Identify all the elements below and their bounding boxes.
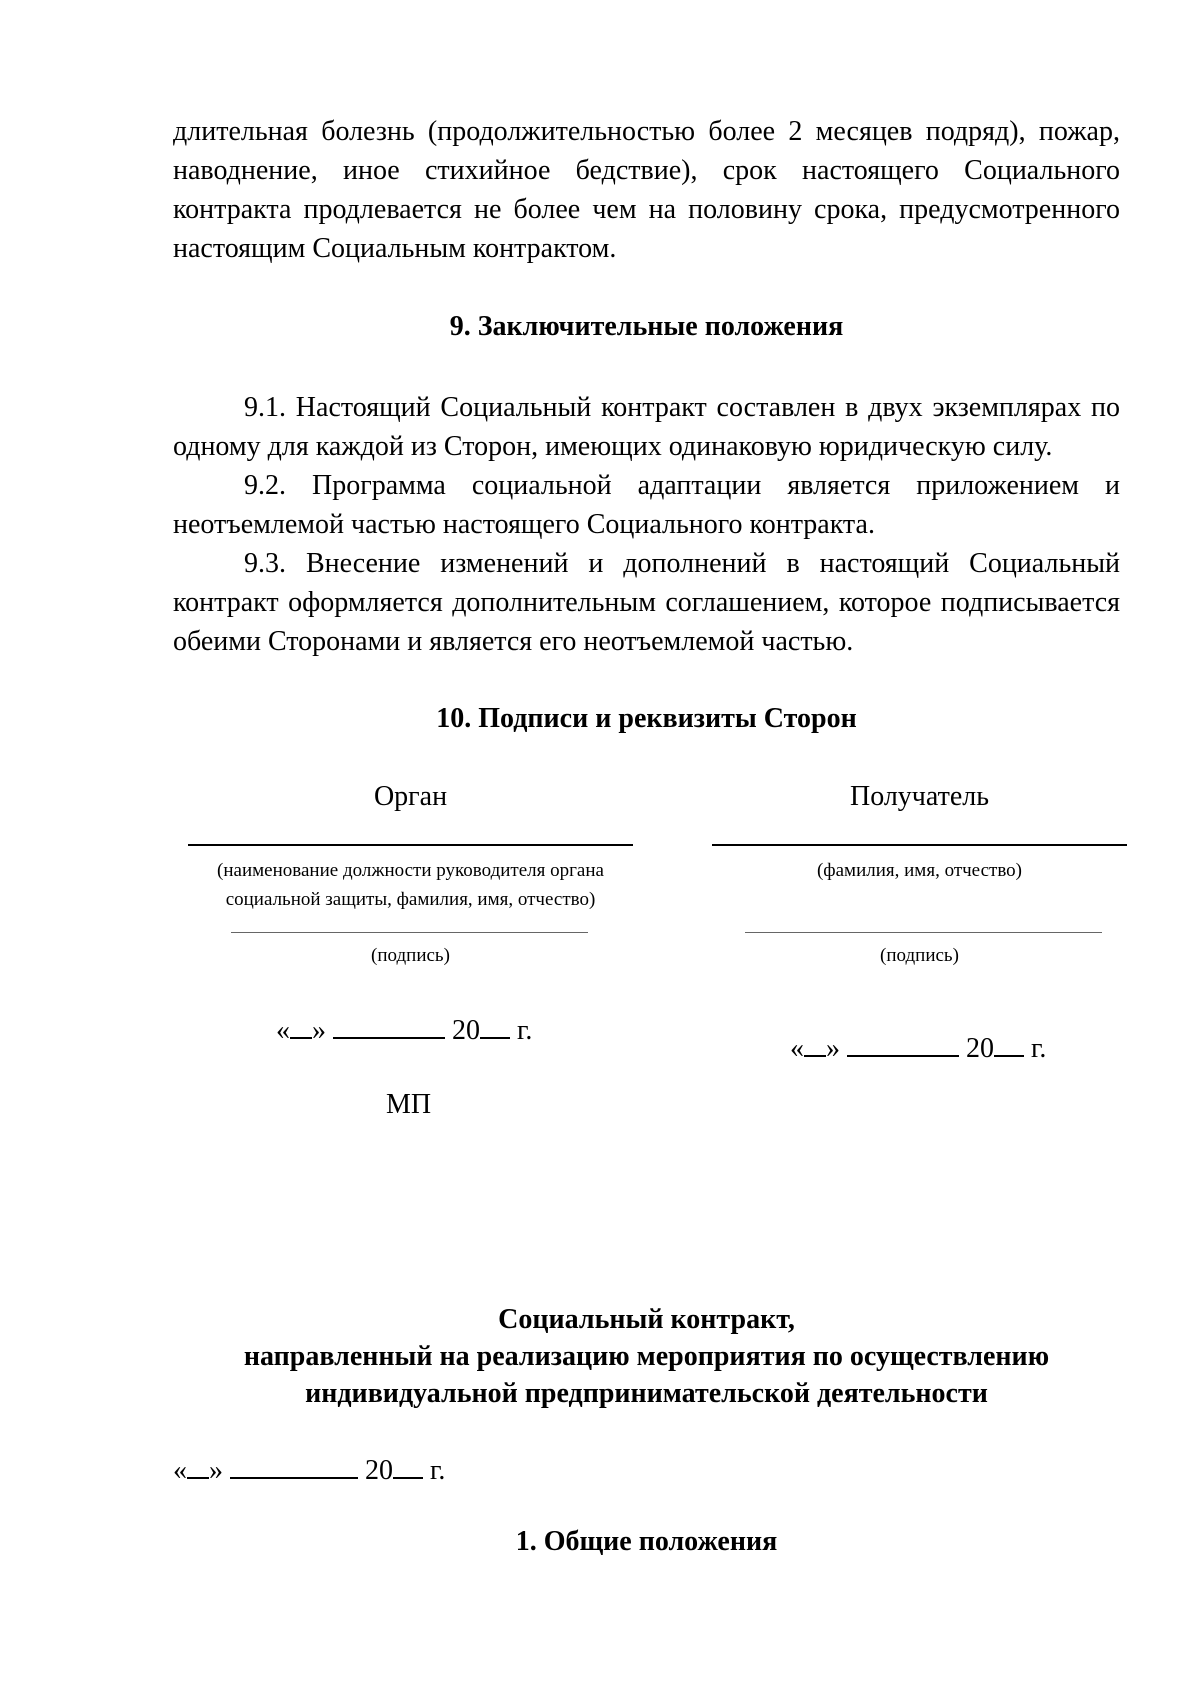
section9-item-2: 9.2. Программа социальной адаптации является приложением и неотъемлемой частью настоящего Социального контракта. xyxy=(173,470,1120,540)
organ-name-caption-line1: (наименование должности руководителя органа xyxy=(217,860,604,881)
new-contract-date-year-blank xyxy=(393,1451,423,1479)
organ-name-caption-line2: социальной защиты, фамилия, имя, отчество) xyxy=(225,889,596,910)
section9-item-1: 9.1. Настоящий Социальный контракт составлен в двух экземплярах по одному для каждой из Сторон, имеющих одинаковую юридическую силу. xyxy=(173,392,1120,462)
new-contract-date-open: « xyxy=(173,1455,187,1486)
organ-name-line xyxy=(188,844,633,846)
recipient-date-close: » xyxy=(826,1033,840,1064)
organ-date-open: « xyxy=(276,1015,290,1046)
recipient-signature-line xyxy=(745,932,1102,933)
section10-heading: 10. Подписи и реквизиты Сторон xyxy=(436,703,857,734)
seal-mark: МП xyxy=(386,1089,432,1120)
new-contract-date-close: » xyxy=(209,1455,223,1486)
organ-signature-caption: (подпись) xyxy=(371,945,450,966)
recipient-date-open: « xyxy=(790,1033,804,1064)
new-contract-title-line1: Социальный контракт, xyxy=(498,1304,795,1335)
organ-date-month-blank xyxy=(333,1011,445,1039)
organ-signature-line xyxy=(231,932,588,933)
organ-date-year: 20 xyxy=(452,1015,480,1046)
organ-date xyxy=(276,1011,532,1048)
recipient-date-year-blank xyxy=(994,1029,1024,1057)
new-contract-title-line3: индивидуальной предпринимательской деятельности xyxy=(305,1378,988,1409)
new-contract-date-month-blank xyxy=(230,1451,358,1479)
recipient-date-suffix: г. xyxy=(1031,1033,1047,1064)
new-contract-date xyxy=(173,1451,445,1488)
recipient-date-year: 20 xyxy=(966,1033,994,1064)
organ-name-caption xyxy=(188,856,633,914)
organ-date-close: » xyxy=(312,1015,326,1046)
recipient-signature-caption: (подпись) xyxy=(880,945,959,966)
recipient-date-day-blank xyxy=(804,1029,826,1057)
organ-date-suffix: г. xyxy=(517,1015,533,1046)
new-contract-date-day-blank xyxy=(187,1451,209,1479)
recipient-date xyxy=(790,1029,1046,1066)
organ-date-day-blank xyxy=(290,1011,312,1039)
party-organ-title: Орган xyxy=(373,781,448,812)
new-contract-date-year: 20 xyxy=(365,1455,393,1486)
new-contract-title-line2: направленный на реализацию мероприятия по осуществлению xyxy=(243,1341,1050,1372)
party-recipient-title: Получатель xyxy=(849,781,989,812)
new-contract-date-suffix: г. xyxy=(430,1455,446,1486)
section9-heading: 9. Заключительные положения xyxy=(449,311,844,342)
section1-heading: 1. Общие положения xyxy=(515,1526,778,1557)
new-contract-title xyxy=(173,1301,1120,1412)
recipient-name-line xyxy=(712,844,1127,846)
section9-item-3: 9.3. Внесение изменений и дополнений в настоящий Социальный контракт оформляется дополнительным соглашением, которое подписывается обеими Сторонами и является его неотъемлемой частью. xyxy=(173,548,1120,657)
organ-date-year-blank xyxy=(480,1011,510,1039)
intro-paragraph: длительная болезнь (продолжительностью более 2 месяцев подряд), пожар, наводнение, иное стихийное бедствие), срок настоящего Социального контракта продлевается не более чем на половину срока, предусмотренного настоящим Социальным контрактом. xyxy=(173,116,1120,264)
recipient-date-month-blank xyxy=(847,1029,959,1057)
recipient-name-caption: (фамилия, имя, отчество) xyxy=(816,860,1022,881)
